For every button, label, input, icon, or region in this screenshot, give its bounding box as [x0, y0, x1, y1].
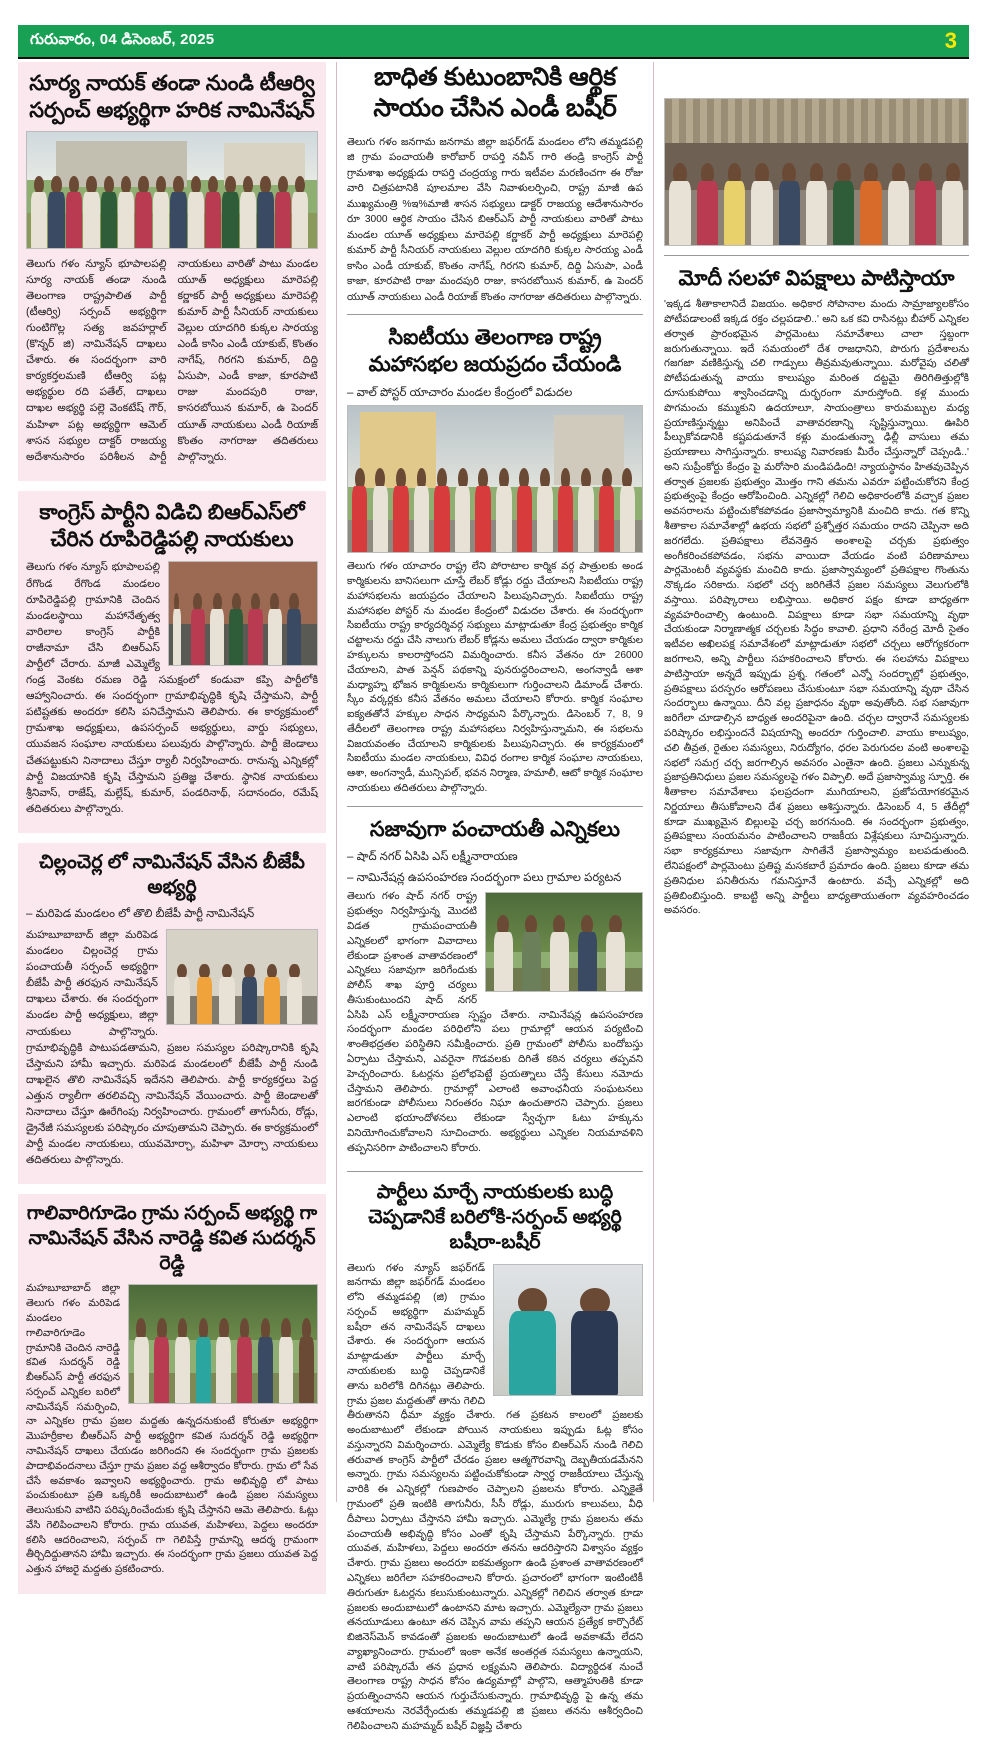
sarpanch-candidate-couple-photo: [493, 1264, 643, 1396]
headline: సూర్య నాయక్ తండా నుండి టీఆర్వి సర్పంచ్ అభ్యర్థిగా హరిక నామినేషన్: [29, 72, 315, 123]
article-body: మహబూబాబాద్ జిల్లా మరిపెడ మండలం చిల్లంచెర్ల గ్రామ పంచాయతీ సర్పంచ్ అభ్యర్థిగా బీజేపీ పార్టీ తరఫున నామినేషన్ దాఖలు చేశారు. ఈ సందర్భంగా మండల పార్టీ అధ్యక్షులు, జిల్లా నాయకులు పాల్గొన్నారు. గ్రామాభివృద్ధికి పాటుపడతామని, ప్రజల సమస్యల పరిష్కారానికి కృషి చేస్తామని హామీ ఇచ్చారు. మరిపెడ మండలంలో బీజేపీ పార్టీ నుండి దాఖలైన తొలి నామినేషన్ ఇదేనని తెలిపారు. పార్టీ కార్యకర్తలు పెద్ద ఎత్తున ర్యాలీగా తరలివచ్చి నామినేషన్ వేయించారు. పార్టీ జెండాలతో నినాదాలు చేస్తూ ఊరేగింపు నిర్వహించారు. గ్రామంలో తాగునీరు, రోడ్లు, డ్రైనేజీ సమస్యలకు పరిష్కారం చూపుతామని చెప్పారు. ఈ కార్యక్రమంలో పార్టీ మండల నాయకులు, యువమోర్చా, మహిళా మోర్చా నాయకులు తదితరులు పాల్గొన్నారు.: [26, 928, 318, 1167]
article-harika-nomination: [18, 62, 326, 481]
column-middle: [336, 62, 654, 1732]
brs-joining-ceremony-photo: [168, 561, 318, 666]
article-bjp-nomination: [18, 843, 326, 1184]
citu-wall-poster-release-photo: [347, 405, 643, 553]
page-grid: [18, 62, 969, 1732]
subheadline: – మరిపెడ మండలం లో తొలి బీజేపీ పార్టీ నామినేషన్: [26, 908, 255, 921]
article-body: తెలుగు గళం న్యూస్ భూపాలపల్లి రేగొండ రేగొండ మండలం రూపిరెడ్డిపల్లి గ్రామానికి చెందిన మండలస్థాయి మహానేతృత్వ వారిలాల కాంగ్రెస్ పార్టీకి రాజీనామా చేసి బిఆర్‌ఎస్ పార్టీలో చేరారు. మాజీ ఎమ్మెల్యే గండ్ర వెంకట రమణ రెడ్డి సమక్షంలో కండువా కప్పి పార్టీలోకి ఆహ్వానించారు. ఈ సందర్భంగా గ్రామాభివృద్ధికి కృషి చేస్తామని, పార్టీ పటిష్టతకు అందరూ కలిసి పనిచేస్తామని తెలిపారు. ఈ కార్యక్రమంలో గ్రామశాఖ అధ్యక్షులు, ఉపసర్పంచ్ అభ్యర్థులు, వార్డు సభ్యులు, యువజన సంఘాల నాయకులు పలువురు పాల్గొన్నారు. పార్టీ జెండాలు చేతపట్టుకుని నినాదాలు చేస్తూ ర్యాలీ నిర్వహించారు. రానున్న ఎన్నికల్లో పార్టీ విజయానికి కృషి చేస్తామని ప్రతిజ్ఞ చేశారు. స్థానిక నాయకులు శ్రీనివాస్, రాజేష్, మల్లేష్, కుమార్, పండరినాథ్, సదానందం, రమేష్ తదితరులు పాల్గొన్నారు.: [26, 561, 318, 815]
section-divider: [347, 806, 643, 807]
section-divider: [664, 255, 969, 256]
masthead-rule: [18, 57, 969, 59]
headline: కాంగ్రెస్ పార్టీని విడిచి బిఆర్‌ఎస్‌లో చేరిన రూపిరెడ్డిపల్లి నాయకులు: [39, 500, 305, 552]
headline: గాలివారిగూడెం గ్రామ సర్పంచ్ అభ్యర్థి గా నామినేషన్ వేసిన నారెడ్డి కవిత సుదర్శన్ రెడ్డి: [26, 1203, 318, 1274]
headline: పార్టీలు మార్చే నాయకులకు బుద్ధి చెప్పడానికే బరిలోకి-సర్పంచ్ అభ్యర్థి బషీరా-బషీర్: [368, 1182, 622, 1253]
section-divider: [347, 314, 643, 315]
article-kavitha-nomination: [18, 1194, 326, 1594]
article-body: తెలుగు గళం యాచారం రాష్ట్ర లేని పోరాటాల కార్మిక వర్గ పాత్రులకు అండ కార్మికులను బానిసలుగా చూస్తే లేబర్ కోడ్లు రద్దు చేయాలని సిఐటీయు రాష్ట్ర మహాసభలను జయప్రదం చేయాలని పిలుపునిచ్చారు. సిఐటీయు రాష్ట్ర మహాసభల పోస్టర్ ను మండల కేంద్రంలో విడుదల చేశారు. ఈ సందర్భంగా సిఐటీయు రాష్ట్ర కార్యదర్శివర్గ సభ్యులు మాట్లాడుతూ కేంద్ర ప్రభుత్వం కార్మిక చట్టాలను రద్దు చేసి నాలుగు లేబర్ కోడ్లను అమలు చేయడం ద్వారా కార్మికుల హక్కులను కాలరాస్తోందని విమర్శించారు. కనీస వేతనం రూ 26000 చేయాలని, పాత పెన్షన్ పథకాన్ని పునరుద్ధరించాలని, అంగన్వాడీ ఆశా మధ్యాహ్న భోజన కార్మికులను కార్మికులుగా గుర్తించాలని డిమాండ్ చేశారు. స్కీం వర్కర్లకు కనీస వేతనం అమలు చేయాలని కోరారు. కార్మిక సంఘాల ఐక్యతతోనే హక్కుల సాధన సాధ్యమని పేర్కొన్నారు. డిసెంబర్ 7, 8, 9 తేదీలలో తెలంగాణ రాష్ట్ర మహాసభలు నిర్వహిస్తున్నామని, ఈ సభలను విజయవంతం చేయాలని కార్మికులకు పిలుపునిచ్చారు. ఈ కార్యక్రమంలో సిఐటీయు మండల నాయకులు, వివిధ రంగాల కార్మిక సంఘాల నాయకులు, ఆశా, అంగన్వాడీ, మున్సిపల్, భవన నిర్మాణ, హమాలీ, ఆటో కార్మిక సంఘాల నాయకులు తదితరులు పాల్గొన్నారు.: [347, 561, 643, 794]
article-body: 'ఇక్కడ శీతాకాలానిదే విజయం. అధికార సోపానాల మందు సామ్రాజ్యాలకోసం పోటీపడాలంటే ఇక్కడ రక్తం చల్లపడాలి..' అని ఒక కవి రాసినట్లు బీహార్ ఎన్నికల తర్వాత ప్రారంభమైన పార్లమెంటు సమావేశాలు చాలా స్తబ్దంగా జరుగుతున్నాయి. ఇదే సమయంలో దేశ రాజధానిని, పొరుగు ప్రదేశాలను గజగజా వణికిస్తున్న చలి గాడ్పులు తీవ్రమవుతున్నాయి. మరోవైపు చలితో పోటీపడుతున్న వాయు కాలుష్యం మరింత దట్టమై తిరిగితిత్తుల్లోకి దూసుకుపోయి శ్వాసించడాన్ని దుర్భరంగా మారుస్తోంది. కళ్ల ముందు పొగమంచు కమ్ముకుని ఉదయాలూ, సాయంత్రాలు కారుమబ్బుల మధ్య ప్రయాణిస్తున్నట్టు అనిపించే వాతావరణాన్ని సృష్టిస్తున్నాయి. ఊపిరి పీల్చుకోవడానికి కష్టపడుతూనే కళ్లు మండుతున్నా ఢిల్లీ వాసులు తమ ప్రయాణాలు సాగిస్తున్నారు. కాలుష్య నివారణకు మీరేం చేస్తున్నారో చెప్పండి..' అని సుప్రీంకోర్టు కేంద్రం పై మరోసారి మండిపడింది! న్యాయస్థానం హితవుచెప్పిన తర్వాత ప్రజలకు ప్రభుత్వం మొత్తం గాని తమను ఎవరూ పట్టించుకోరని కేంద్ర ప్రభుత్వంపై కేంద్రం ఆరోపించింది. ఎన్నికల్లో గెలిచి అధికారంలోకి వచ్చాక ప్రజల అవసరాలను పట్టించుకోకపోవడం ప్రజాస్వామ్యానికి మంచిది కాదు. గత కొన్ని శీతాకాల సమావేశాల్లో ఉభయ సభలో ప్రశ్నోత్తర సమయం రాదని చెప్పినా అది జరగలేదు. ప్రతిపక్షాలు లేవనెత్తిన అంశాలపై చర్చకు ప్రభుత్వం అంగీకరించకపోవడం, సభను వాయిదా వేయడం వంటి పరిణామాలు పార్లమెంటరీ వ్యవస్థకు మంచిది కాదు. ప్రజాస్వామ్యంలో ప్రతిపక్షాల గొంతును నొక్కడం సరికాదు. సభలో చర్చ జరిగితేనే ప్రజల సమస్యలు వెలుగులోకి వస్తాయి. పరిష్కారాలు లభిస్తాయి. అధికార పక్షం కూడా బాధ్యతగా వ్యవహరించాల్సి ఉంటుంది. విపక్షాలు కూడా సభా సమయాన్ని వృథా చేయకుండా నిర్మాణాత్మక చర్చలకు సిద్ధం కావాలి. ప్రధాని నరేంద్ర మోదీ సైతం ఇటీవల అఖిలపక్ష సమావేశంలో మాట్లాడుతూ సభలో చర్చలు ఆరోగ్యకరంగా జరగాలని, అన్ని పార్టీలు సహకరించాలని కోరారు. ఈ సలహాను విపక్షాలు పాటిస్తాయా అన్నదే ఇప్పుడు ప్రశ్న. గతంలో ఎన్నో సందర్భాల్లో ప్రభుత్వం, ప్రతిపక్షాలు పరస్పరం ఆరోపణలు చేసుకుంటూ సభా సమయాన్ని వృథా చేసిన సందర్భాలు ఉన్నాయి. దీని వల్ల ప్రజాధనం వృథా అవుతోంది. సభ సజావుగా జరిగేలా చూడాల్సిన బాధ్యత అందరిపైనా ఉంది. చర్చల ద్వారానే సమస్యలకు పరిష్కారం లభిస్తుందనే విషయాన్ని అందరూ గుర్తించాలి. వాయు కాలుష్యం, చలి తీవ్రత, రైతుల సమస్యలు, నిరుద్యోగం, ధరల పెరుగుదల వంటి అంశాలపై సభలో సమగ్ర చర్చ జరగాల్సిన అవసరం ఎంతైనా ఉంది. ప్రజలు ఎన్నుకున్న ప్రజాప్రతినిధులు ప్రజల సమస్యలపై గళం విప్పాలి. అదే ప్రజాస్వామ్య స్ఫూర్తి. ఈ శీతాకాల సమావేశాలు ఫలప్రదంగా ముగియాలని, ప్రజోపయోగకరమైన నిర్ణయాలు తీసుకోవాలని దేశ ప్రజలు ఆశిస్తున్నారు. డిసెంబర్ 4, 5 తేదీల్లో కూడా ముఖ్యమైన బిల్లులపై చర్చ జరగనుంది. ఈ సందర్భంగా ప్రభుత్వం, ప్రతిపక్షాలు సంయమనం పాటించాలని రాజకీయ విశ్లేషకులు సూచిస్తున్నారు. సభా కార్యక్రమాలు సజావుగా సాగితేనే ప్రజాస్వామ్యం బలపడుతుంది. లేనిపక్షంలో పార్లమెంటు ప్రతిష్ట మసకబారే ప్రమాదం ఉంది. ప్రజలు కూడా తమ ప్రతినిధుల పనితీరును గమనిస్తూనే ఉంటారు. వచ్చే ఎన్నికల్లో అది ప్రతిబింబిస్తుంది. కాబట్టి అన్ని పార్టీలు బాధ్యతాయుతంగా వ్యవహరించడం అవసరం.: [664, 299, 969, 917]
page-number: 3: [944, 28, 957, 53]
subheadline-visit: – నామినేషన్ల ఉపసంహరణ సందర్భంగా పలు గ్రామాల పర్యటన: [347, 871, 622, 884]
article-brs-joining: [18, 491, 326, 833]
masthead-date: గురువారం, 04 డిసెంబర్, 2025: [30, 30, 215, 48]
subheadline-acp: – షాద్ నగర్ ఏసిపి ఎస్ లక్ష్మీనారాయణ: [347, 851, 518, 864]
md-basheer-financial-aid-photo: [664, 98, 969, 246]
photo-crowd: [27, 176, 317, 248]
article-citu-mahasabhalu: [347, 324, 643, 797]
headline: సజావుగా పంచాయతీ ఎన్నికలు: [369, 817, 621, 841]
article-body: తెలుగు గళం జనగామ జనగామ జిల్లా జఫర్‌గడ్ మండలం లోని తమ్మడపల్లి జి గ్రామ పంచాయతీ కారోబార్ రాపర్తి నవీన్ గారి తండ్రి కాంగ్రెస్ పార్టీ గ్రామశాఖ అధ్యక్షుడు రాపర్తి చంద్రయ్య గారు ఇటీవల మరణించగా ఈ రోజు వారి చిత్రపటానికి పూలమాల వేసి నివాళులర్పించి, రాష్ట్ర మాజీ ఉప ముఖ్యమంత్రి %ఇ%మాజీ శాసన సభ్యులు డాక్టర్ రాజయ్య ఆదేశానుసారం రూ 3000 ఆర్థిక సాయం చేసిన బిఆర్ఎస్ పార్టీ నాయకులు వారితో పాటు మండల యూత్ అధ్యక్షులు మారెపల్లి కర్ణాకర్ పార్టీ అధ్యక్షులు మారెపల్లి కుమార్ పార్టీ సీనియర్ నాయకులు వెల్లుల యాదగిరి కుక్కల సారయ్య ఎండీ కాసిం ఎండీ యాకుబ్, కొంతం నాగేష్, గిరగని కుమార్, దిద్ది ఏసుపా, ఎండీ కాజా, కూరపాటి రాజు మందపురి రాజు, కాసరబోయిన కుమార్, ఉ పెందర్ యూత్ నాయకులు ఎండీ రియాజ్ కొంతం నాగరాజు తదితరులు పాల్గొన్నారు.: [347, 136, 643, 303]
article-modi-advice-opposition: [664, 265, 969, 919]
section-divider: [347, 1171, 643, 1172]
column-left: [18, 62, 336, 1576]
headline: చిల్లంచెర్ల లో నామినేషన్ వేసిన బీజేపీ అభ్యర్థి: [39, 851, 305, 898]
article-body: మహబూబాబాద్ జిల్లా తెలుగు గళం మరిపెడ మండలం గాలివారిగూడెం గ్రామానికి చెందిన నారెడ్డి కవిత సుదర్శన్ రెడ్డి బీఆర్ఎస్ పార్టీ తరఫున సర్పంచ్ ఎన్నికల బరిలో నామినేషన్ సమర్పించి, నా ఎన్నికల గ్రామ ప్రజల మద్దతు ఉన్నదనుకుంటే కోరుతూ అభ్యర్థిగా మొహర్రీకాల బీఆర్ఎస్ పార్టీ అభ్యర్థిగా కవిత సుదర్శన్ రెడ్డి అభ్యర్థిగా నామినేషన్ దాఖలు చేయడం జరిగిందని ఈ సందర్భంగా గ్రామ ప్రజలకు పాదాభివందనాలు చేస్తూ గ్రామ ప్రజల వద్ద ఆశీర్వాదం కోరారు. గ్రామ లో సేవ చేసే అవకాశం ఇవ్వాలని అభ్యర్థించారు. గ్రామ అభివృద్ధి లో పాటు పంచుకుంటూ ప్రతి ఒక్కరికీ అందుబాటులో ఉండి ప్రజల సమస్యలు తెలుసుకుని వాటిని పరిష్కరించేందుకు కృషి చేస్తానని ఆమె తెలిపారు. ఓట్లు వేసి గెలిపించాలని కోరారు. గ్రామ యువత, మహిళలు, పెద్దలు అందరూ కలిసి ఆదరించాలని, సర్పంచ్ గా గెలిపిస్తే గ్రామాన్ని ఆదర్శ గ్రామంగా తీర్చిదిద్దుతానని హామీ ఇచ్చారు. ఈ సందర్భంగా గ్రామ ప్రజలు యువత పెద్ద ఎత్తున హాజరై మద్దతు ప్రకటించారు.: [26, 1283, 318, 1576]
lead-headline: బాధిత కుటుంబానికి ఆర్థిక సాయం చేసిన ఎండీ బషీర్: [373, 63, 617, 123]
subheadline: – వాల్ పోస్టర్ యాచారం మండల కేంద్రంలో విడుదల: [347, 386, 573, 399]
article-body: తెలుగు గళం షాద్ నగర్ రాష్ట్ర ప్రభుత్వం నిర్వహిస్తున్న మొదటి విడత గ్రామపంచాయతీ ఎన్నికలలో భాగంగా వివాదాలు లేకుండా ప్రశాంత వాతావరణంలో ఎన్నికలు సజావుగా జరిగేందుకు పోలీస్ శాఖ పూర్తి చర్యలు తీసుకుంటుందని షాద్ నగర్ ఏసిపి ఎస్ లక్ష్మీనారాయణ స్పష్టం చేశారు. నామినేషన్ల ఉపసంహరణ సందర్భంగా మండల పరిధిలోని పలు గ్రామాల్లో ఆయన పర్యటించి శాంతిభద్రతల పరిస్థితిని సమీక్షించారు. ప్రతి గ్రామంలో పోలీసు బందోబస్తు ఏర్పాటు చేస్తామని, ఎవరైనా గొడవలకు దిగితే కఠిన చర్యలు తప్పవని హెచ్చరించారు. ఓటర్లను ప్రలోభపెట్టే ప్రయత్నాలు చేస్తే కేసులు నమోదు చేస్తామని తెలిపారు. గ్రామాల్లో ఎలాంటి అవాంఛనీయ సంఘటనలు జరగకుండా పోలీసులు నిరంతరం నిఘా ఉంచుతారని చెప్పారు. ప్రజలు ఎలాంటి భయాందోళనలు లేకుండా స్వేచ్ఛగా ఓటు హక్కును వినియోగించుకోవాలని సూచించారు. అభ్యర్థులు ఎన్నికల నియమావళిని తప్పనిసరిగా పాటించాలని కోరారు.: [347, 891, 643, 1154]
column-right: [654, 62, 969, 1502]
article-basheer-sarpanch: [347, 1181, 643, 1740]
headline: సిఐటీయు తెలంగాణ రాష్ట్ర మహాసభల జయప్రదం చేయండి: [368, 326, 622, 377]
headline: మోదీ సలహా విపక్షాలు పాటిస్తాయా: [678, 267, 955, 290]
group-photo-nomination-rally: [26, 131, 318, 249]
article-panchayat-elections: [347, 816, 643, 1163]
article-body: తెలుగు గళం న్యూస్ భూపాలపల్లి సూర్య నాయక్ తండా నుండి తెలంగాణ రాష్ట్రపాలిత పార్టీ (టీఆర్వి) సర్పంచ్ అభ్యర్థిగా గుంటిగొల్ల సత్య జవహర్లాల్ (కొన్నర్ జి) నామినేషన్ దాఖలు చేశారు. ఈ సందర్భంగా వారి కార్యకర్తలమణి టీఆర్వి పట్ల అభ్యర్థుల రది పతేల్, దాఖలు దాఖల అభ్యర్థి పల్లె వెంకటేష్ గౌర్, మహిళా పట్ల అభ్యర్థిగా ఆమెల్ శాసన సభ్యుల దాక్టర్ రాజయ్య అదేశానుసారం పరిశీలన పార్టీ నాయకులు వారితో పాటు మండల యూత్ అధ్యక్షులు మారెపల్లి కర్ణాకర్ పార్టీ అధ్యక్షులు మారెపల్లి కుమార్ పార్టీ సీనియర్ నాయకులు వెల్లుల యాదగిరి కుక్కల సారయ్య ఎండీ కాసిం ఎండీ యాకుబ్, కొంతం నాగేష్, గిరగని కుమార్, దిద్ది ఏసుపా, ఎండీ కాజా, కూరపాటి రాజు మందపురి రాజు, కాసరబోయిన కుమార్, ఉ పెందర్ యూత్ నాయకులు ఎండీ రియాజ్ కొంతం నాగరాజు తదితరులు పాల్గొన్నారు.: [26, 257, 318, 463]
article-body: తెలుగు గళం న్యూస్ జఫర్‌గడ్ జనగామ జిల్లా జఫర్‌గడ్ మండలం లోని తమ్మడపల్లి (జి) గ్రామం సర్పంచ్ అభ్యర్థిగా మహమ్మద్ బషీరా తన నామినేషన్ దాఖలు చేశారు. ఈ సందర్భంగా ఆయన మాట్లాడుతూ పార్టీలు మార్చే నాయకులకు బుద్ధి చెప్పడానికే తాను బరిలోకి దిగినట్లు తెలిపారు. గ్రామ ప్రజల మద్దతుతో తాను గెలిచి తీరుతానని ధీమా వ్యక్తం చేశారు. గత ప్రకటన కాలంలో ప్రజలకు అందుబాటులో లేకుండా పోయిన నాయకులు ఇప్పుడు ఓట్ల కోసం వస్తున్నారని విమర్శించారు. ఎమ్మెల్యే కొడుకు కోసం బిఆర్ఎస్ నుండి గెలిచి తరువాత కాంగ్రెస్ పార్టీలో చేరడం ప్రజల ఆత్మగౌరవాన్ని దెబ్బతీయడమేనని అన్నారు. గ్రామ సమస్యలను పట్టించుకోకుండా స్వార్థ రాజకీయాలు చేస్తున్న వారికి ఈ ఎన్నికల్లో గుణపాఠం చెప్పాలని ప్రజలను కోరారు. ఎన్నికైతే గ్రామంలో ప్రతి ఇంటికి తాగునీరు, సీసీ రోడ్లు, మురుగు కాలువలు, వీధి దీపాలు ఏర్పాటు చేస్తానని హామీ ఇచ్చారు. ఎమ్మెల్యే గ్రామ ప్రజలను తమ పంచాయతీ అభివృద్ధి కోసం ఎంతో కృషి చేస్తామని పేర్కొన్నారు. గ్రామ యువత, మహిళలు, పెద్దలు అందరూ తనను ఆదరిస్తారని విశ్వాసం వ్యక్తం చేశారు. గ్రామ ప్రజలు అందరూ ఐకమత్యంగా ఉండి ప్రశాంత వాతావరణంలో ఎన్నికలు జరిగేలా సహకరించాలని కోరారు. ప్రచారంలో భాగంగా ఇంటింటికీ తిరుగుతూ ఓటర్లను కలుసుకుంటున్నారు. ఎన్నికల్లో గెలిచిన తర్వాత కూడా ప్రజలకు అందుబాటులో ఉంటానని మాట ఇచ్చారు. ఎమ్మెల్యేనా గ్రామ ప్రజలు తనయూడులు ఉంటూ తన చెప్పిన వామ తప్పని ఆయన ప్రత్యేక కార్పొరేట్ బిజినెస్‌మెన్ కావడంతో ప్రజలకు అందుబాటులో ఉండే అవకాశమే లేదని వ్యాఖ్యానించారు. గ్రామంలో ఇంకా అనేక అంతర్గత సమస్యలు ఉన్నాయని, వాటి పరిష్కారమే తన ప్రధాన లక్ష్యమని తెలిపారు. విద్యార్థిదశ నుంచే తెలంగాణ రాష్ట్ర సాధన కోసం ఉద్యమాల్లో పాల్గొని, ఆత్మాహుతికి కూడా ప్రయత్నించానని ఆయన గుర్తుచేసుకున్నారు. గ్రామాభివృద్ధి పై ఉన్న తమ ఆశయాలను నెరవేర్చేందుకు తమ్మడపల్లి జి ప్రజలు తనను ఆశీర్వదించి గెలిపించాలని మహమ్మద్ బషీర్ విజ్ఞప్తి చేశారు: [347, 1262, 643, 1732]
acp-village-visit-photo: [485, 892, 643, 992]
bjp-candidate-nomination-office-photo: [166, 929, 318, 1025]
article-md-basheer-aid: [347, 62, 643, 305]
masthead: [18, 25, 969, 57]
village-sarpanch-candidate-group-photo: [128, 1284, 318, 1404]
